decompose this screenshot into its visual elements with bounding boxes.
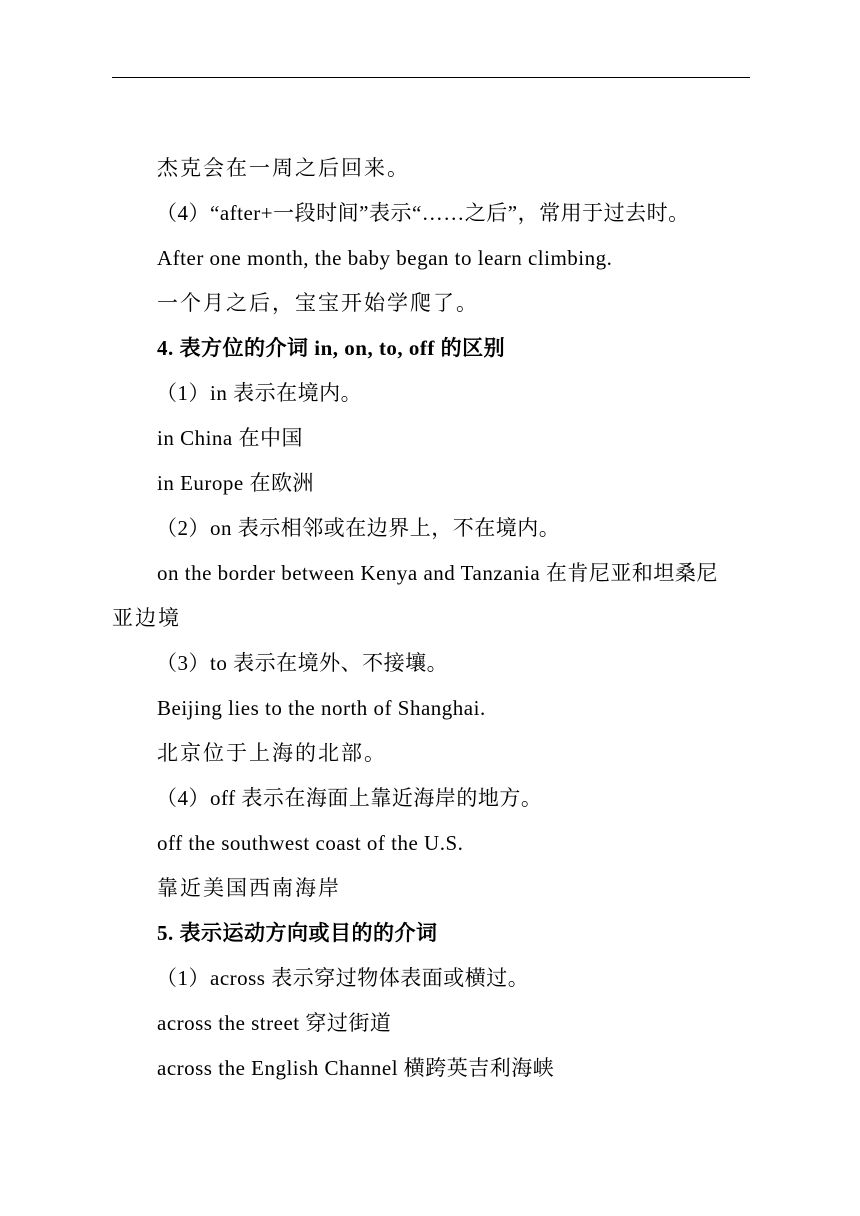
text-line-12: （3）to 表示在境外、不接壤。 xyxy=(156,651,449,675)
section-heading-4: 4. 表方位的介词 in, on, to, off 的区别 xyxy=(157,336,506,360)
text-line-9: （2）on 表示相邻或在边界上，不在境内。 xyxy=(156,516,561,540)
text-line-6: （1）in 表示在境内。 xyxy=(156,381,363,405)
section-heading-5: 5. 表示运动方向或目的的介词 xyxy=(157,921,438,945)
text-line-7: in China 在中国 xyxy=(157,426,303,450)
text-line-17: 靠近美国西南海岸 xyxy=(157,876,341,900)
text-line-4: 一个月之后，宝宝开始学爬了。 xyxy=(157,291,479,315)
text-line-2: （4）“after+一段时间”表示“……之后”，常用于过去时。 xyxy=(156,201,690,225)
text-line-10: on the border between Kenya and Tanzania 在肯尼亚和坦桑尼 xyxy=(157,561,718,585)
text-line-1: 杰克会在一周之后回来。 xyxy=(157,156,410,180)
text-line-19: （1）across 表示穿过物体表面或横过。 xyxy=(156,966,530,990)
text-line-21: across the English Channel 横跨英吉利海峡 xyxy=(157,1056,555,1080)
document-body xyxy=(112,146,752,1091)
text-line-20: across the street 穿过街道 xyxy=(157,1011,392,1035)
text-line-3: After one month, the baby began to learn climbing. xyxy=(157,246,613,270)
header-rule xyxy=(112,77,750,78)
text-line-14: 北京位于上海的北部。 xyxy=(157,741,387,765)
text-line-13: Beijing lies to the north of Shanghai. xyxy=(157,696,486,720)
text-line-15: （4）off 表示在海面上靠近海岸的地方。 xyxy=(156,786,543,810)
text-line-16: off the southwest coast of the U.S. xyxy=(157,831,464,855)
text-line-11: 亚边境 xyxy=(112,606,181,630)
text-line-8: in Europe 在欧洲 xyxy=(157,471,314,495)
